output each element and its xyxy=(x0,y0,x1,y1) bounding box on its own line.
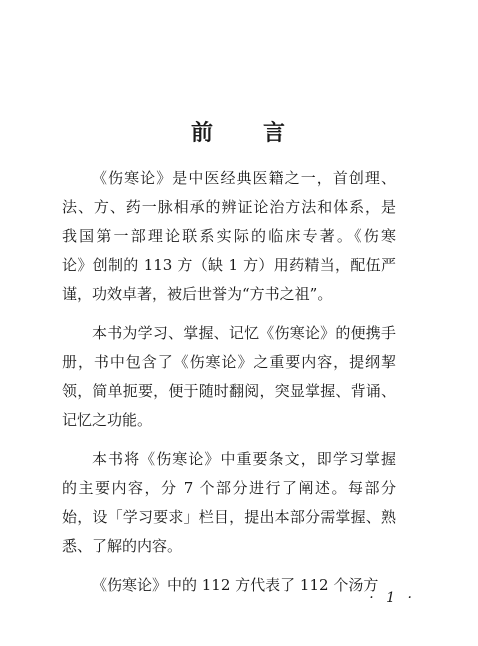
text-line: 《伤寒论》是中医经典医籍之一，首创理、 xyxy=(92,169,396,187)
paragraph xyxy=(62,445,396,561)
text-line: 的主要内容，分 7 个部分进行了阐述。每部分 xyxy=(62,479,396,497)
text-line: 记忆之功能。 xyxy=(62,411,153,429)
text-line: 悉、了解的内容。 xyxy=(62,537,183,555)
preface-body xyxy=(62,164,396,600)
text-line: 本书为学习、掌握、记忆《伤寒论》的便携手 xyxy=(92,324,396,342)
paragraph xyxy=(62,571,396,600)
page-title xyxy=(0,116,478,147)
text-line: 《伤寒论》中的 112 方代表了 112 个汤方 xyxy=(92,576,379,594)
text-line: 领，简单扼要，便于随时翻阅，突显掌握、背诵、 xyxy=(62,382,396,400)
page-title-right: 言 xyxy=(263,120,288,146)
paragraph xyxy=(62,164,396,309)
text-line: 册，书中包含了《伤寒论》之重要内容，提纲挈 xyxy=(62,353,396,371)
text-line: 本书将《伤寒论》中重要条文，即学习掌握 xyxy=(92,450,396,468)
paragraph xyxy=(62,319,396,435)
text-line: 我国第一部理论联系实际的临床专著。《伤寒 xyxy=(62,227,396,245)
text-line: 论》创制的 113 方（缺 1 方）用药精当，配伍严 xyxy=(62,256,396,274)
page-title-left: 前 xyxy=(190,120,215,146)
text-line: 始，设「学习要求」栏目，提出本部分需掌握、熟 xyxy=(62,508,396,526)
page-number: · 1 · xyxy=(369,590,416,606)
text-line: 谨，功效卓著，被后世誉为“方书之祖”。 xyxy=(62,285,333,303)
text-line: 法、方、药一脉相承的辨证论治方法和体系，是 xyxy=(62,198,396,216)
